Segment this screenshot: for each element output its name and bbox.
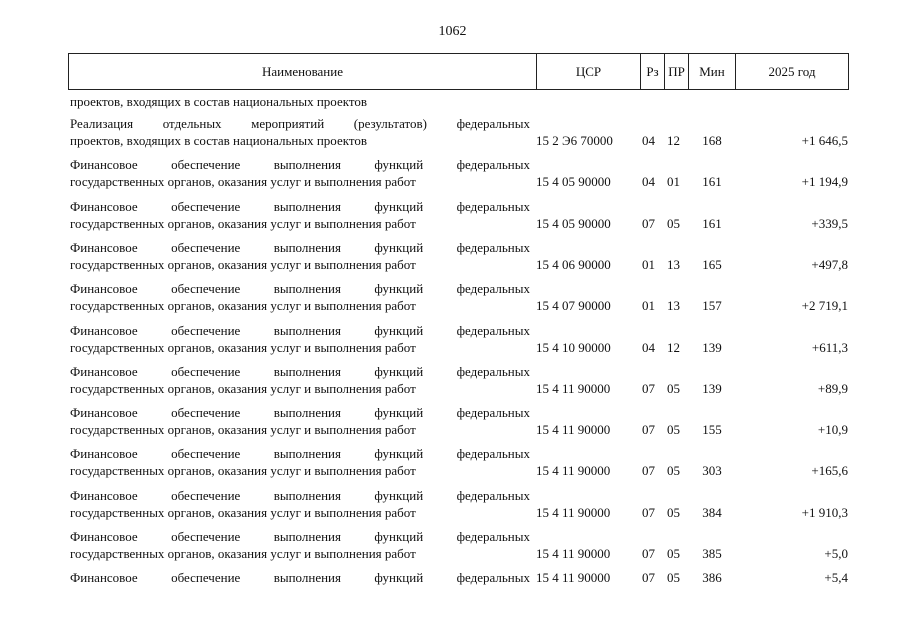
row-csr: 15 2 Э6 70000 [536, 133, 613, 148]
table-header [68, 53, 849, 90]
row-pr: 12 [667, 340, 680, 355]
row-min: 386 [702, 570, 722, 585]
row-amount: +5,0 [824, 546, 848, 561]
row-min: 165 [702, 257, 722, 272]
row-name [70, 115, 530, 149]
row-pr: 05 [667, 546, 680, 561]
row-name [70, 445, 530, 479]
header-rz: Рз [646, 63, 659, 79]
table-row [0, 363, 905, 405]
row-pr: 12 [667, 133, 680, 148]
row-name-line2: государственных органов, оказания услуг и выполнения работ [70, 546, 416, 561]
row-name [70, 404, 530, 438]
row-name-line1: Финансовое обеспечение выполнения функций федеральных [70, 323, 530, 338]
row-name-line1: Финансовое обеспечение выполнения функций федеральных [70, 364, 530, 379]
row-min: 303 [702, 463, 722, 478]
table-row [0, 239, 905, 281]
row-csr: 15 4 06 90000 [536, 257, 611, 272]
row-rz: 07 [642, 570, 655, 585]
row-amount: +611,3 [811, 340, 848, 355]
table-row [0, 156, 905, 198]
table-row [0, 445, 905, 487]
row-amount: +497,8 [811, 257, 848, 272]
row-min: 139 [702, 340, 722, 355]
row-name [70, 156, 530, 190]
row-name-line1: Финансовое обеспечение выполнения функций федеральных [70, 157, 530, 172]
row-name-line1: Финансовое обеспечение выполнения функций федеральных [70, 570, 530, 585]
row-min: 161 [702, 216, 722, 231]
row-csr: 15 4 10 90000 [536, 340, 611, 355]
row-name-line2: государственных органов, оказания услуг и выполнения работ [70, 381, 416, 396]
row-csr: 15 4 11 90000 [536, 381, 611, 396]
row-amount: +10,9 [817, 422, 848, 437]
row-name-line2: государственных органов, оказания услуг и выполнения работ [70, 340, 416, 355]
row-rz: 07 [642, 463, 655, 478]
row-amount: +89,9 [817, 381, 848, 396]
row-pr: 05 [667, 570, 680, 585]
row-pr: 13 [667, 298, 680, 313]
table-row [0, 569, 905, 611]
row-min: 139 [702, 381, 722, 396]
row-csr: 15 4 11 90000 [536, 463, 611, 478]
row-rz: 07 [642, 546, 655, 561]
row-min: 168 [702, 133, 722, 148]
row-name-line2: государственных органов, оказания услуг и выполнения работ [70, 463, 416, 478]
row-pr: 05 [667, 422, 680, 437]
table-row [0, 322, 905, 364]
row-min: 155 [702, 422, 722, 437]
row-name-line2: государственных органов, оказания услуг и выполнения работ [70, 505, 416, 520]
row-amount: +339,5 [811, 216, 848, 231]
row-amount: +165,6 [811, 463, 848, 478]
row-rz: 01 [642, 257, 655, 272]
row-name-line1: Финансовое обеспечение выполнения функций федеральных [70, 529, 530, 544]
row-rz: 04 [642, 340, 655, 355]
row-csr: 15 4 07 90000 [536, 298, 611, 313]
table-row [0, 198, 905, 240]
row-pr: 13 [667, 257, 680, 272]
header-pr: ПР [668, 63, 685, 79]
row-csr: 15 4 11 90000 [536, 422, 611, 437]
row-rz: 07 [642, 505, 655, 520]
row-name-line2: государственных органов, оказания услуг и выполнения работ [70, 298, 416, 313]
row-name-line1: Финансовое обеспечение выполнения функций федеральных [70, 240, 530, 255]
row-rz: 07 [642, 216, 655, 231]
row-name-line1: Финансовое обеспечение выполнения функций федеральных [70, 446, 530, 461]
row-name [70, 528, 530, 562]
row-amount: +1 646,5 [801, 133, 848, 148]
row-csr: 15 4 05 90000 [536, 216, 611, 231]
header-name: Наименование [262, 63, 343, 79]
table-row [0, 115, 905, 157]
row-min: 157 [702, 298, 722, 313]
row-name [70, 198, 530, 232]
row-pr: 05 [667, 381, 680, 396]
row-name-line1: Финансовое обеспечение выполнения функций федеральных [70, 405, 530, 420]
row-name-line1: Финансовое обеспечение выполнения функций федеральных [70, 281, 530, 296]
continuation-line: проектов, входящих в состав национальных проектов [70, 94, 368, 109]
row-amount: +1 910,3 [801, 505, 848, 520]
row-name-line1: Финансовое обеспечение выполнения функций федеральных [70, 488, 530, 503]
table-row [0, 528, 905, 570]
row-name-line1: Реализация отдельных мероприятий (результатов) федеральных [70, 116, 530, 131]
row-amount: +1 194,9 [801, 174, 848, 189]
row-csr: 15 4 11 90000 [536, 505, 611, 520]
row-min: 161 [702, 174, 722, 189]
row-rz: 04 [642, 133, 655, 148]
header-min: Мин [699, 63, 725, 79]
row-name [70, 239, 530, 273]
table-row [0, 487, 905, 529]
row-rz: 07 [642, 422, 655, 437]
row-pr: 05 [667, 463, 680, 478]
table-row [0, 404, 905, 446]
row-name-line2: государственных органов, оказания услуг и выполнения работ [70, 422, 416, 437]
row-rz: 01 [642, 298, 655, 313]
row-csr: 15 4 11 90000 [536, 570, 611, 585]
row-name [70, 280, 530, 314]
row-name [70, 487, 530, 521]
row-name-line2: государственных органов, оказания услуг и выполнения работ [70, 174, 416, 189]
row-pr: 05 [667, 505, 680, 520]
header-csr: ЦСР [575, 63, 602, 79]
row-name-line1: Финансовое обеспечение выполнения функций федеральных [70, 199, 530, 214]
row-rz: 07 [642, 381, 655, 396]
row-rz: 04 [642, 174, 655, 189]
table-row [0, 280, 905, 322]
row-amount: +2 719,1 [801, 298, 848, 313]
row-csr: 15 4 05 90000 [536, 174, 611, 189]
row-name [70, 322, 530, 356]
row-name-line2: государственных органов, оказания услуг и выполнения работ [70, 216, 416, 231]
page-number: 1062 [438, 24, 467, 39]
row-pr: 05 [667, 216, 680, 231]
row-min: 384 [702, 505, 722, 520]
row-min: 385 [702, 546, 722, 561]
header-year: 2025 год [768, 63, 816, 79]
row-amount: +5,4 [824, 570, 848, 585]
row-csr: 15 4 11 90000 [536, 546, 611, 561]
row-name-line2: проектов, входящих в состав национальных проектов [70, 133, 368, 148]
row-pr: 01 [667, 174, 680, 189]
row-name-line2: государственных органов, оказания услуг и выполнения работ [70, 257, 416, 272]
row-name [70, 363, 530, 397]
row-name [70, 569, 530, 586]
